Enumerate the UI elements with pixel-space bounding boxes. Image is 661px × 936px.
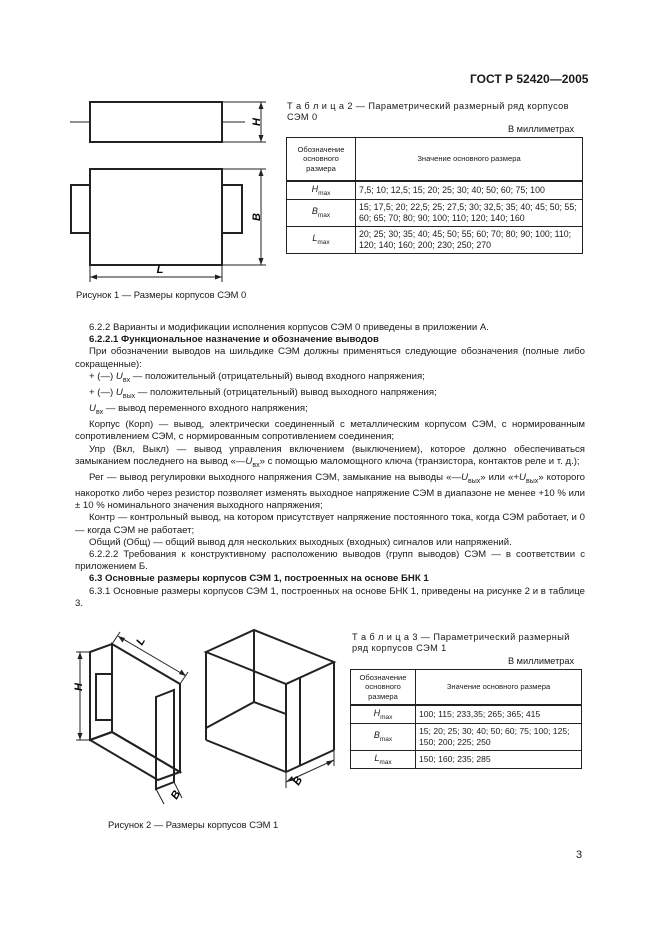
table-2 — [286, 137, 583, 254]
symbol: U — [245, 455, 253, 467]
symbol-subscript: max — [318, 189, 331, 197]
symbol-subscript: вх — [252, 461, 260, 469]
paragraph — [75, 472, 585, 513]
symbol-subscript: max — [379, 736, 393, 744]
row-value: 15; 20; 25; 30; 40; 50; 60; 75; 100; 125; 150; 200; 225; 250 — [416, 723, 582, 750]
dim-label-L: L — [134, 635, 149, 648]
section-heading: 6.2.2.1 Функциональное назначение и обозначение выводов — [89, 334, 379, 346]
table-3-title-line-1: Т а б л и ц а 3 — Параметрический размерный — [352, 632, 570, 642]
row-value: 20; 25; 30; 35; 40; 45; 50; 55; 60; 70; 80; 90; 100; 110; 120; 140; 160; 200; 230; 250; 270 — [356, 226, 583, 253]
paragraph: 6.2.2 Варианты и модификации исполнения корпусов СЭМ 0 приведены в приложении А. — [89, 322, 489, 333]
table-row — [351, 723, 582, 750]
dim-label-H: H — [73, 683, 85, 691]
text-span: — положительный (отрицательный) вывод выходного напряжения; — [135, 386, 437, 398]
table-2-title: Т а б л и ц а 2 — Параметрический размерный ряд корпусов СЭМ 0 — [287, 101, 569, 122]
text-span: + (—) — [89, 370, 116, 382]
paragraph — [75, 403, 585, 419]
paragraph: 6.3.1 Основные размеры корпусов СЭМ 1, построенных на основе БНК 1, приведены на рисунке 2 и в таблице 3. — [75, 585, 585, 609]
table-3-title — [352, 632, 582, 654]
row-value: 150; 160; 235; 285 — [416, 750, 582, 768]
text-span: + (—) — [89, 386, 116, 398]
text-span: Рег — вывод регулировки выходного напряжения СЭМ, замыкание на выводы «— — [89, 471, 462, 483]
table-3-units: В миллиметрах — [508, 656, 575, 666]
table-2-units: В миллиметрах — [508, 124, 575, 134]
row-value: 100; 115; 233,35; 265; 365; 415 — [416, 705, 582, 723]
table-row — [287, 199, 583, 226]
symbol: B — [373, 730, 380, 741]
paragraph: Общий (Общ) — общий вывод для нескольких выходных (входных) сигналов или напряжений. — [89, 536, 512, 548]
symbol-subscript: max — [379, 758, 392, 766]
figure-1-caption: Рисунок 1 — Размеры корпусов СЭМ 0 — [76, 289, 247, 300]
symbol-subscript: вых — [122, 392, 136, 400]
text-span: — вывод переменного входного напряжения; — [103, 403, 308, 415]
table-row — [287, 181, 583, 199]
text-span: » или «+ — [480, 471, 520, 483]
symbol-subscript: max — [317, 212, 331, 220]
symbol: U — [519, 471, 526, 483]
table-row — [351, 705, 582, 723]
dim-label-B: B — [168, 788, 184, 802]
table-2-col2-header: Значение основного размера — [356, 138, 583, 182]
text-span: Упр (Вкл, Выкл) — вывод управления включением (выключением), которое должно обеспечиваться замыканием последнего на вывод «— — [75, 443, 585, 467]
text-span: — положительный (отрицательный) вывод входного напряжения; — [130, 370, 425, 382]
symbol-subscript: max — [317, 239, 330, 247]
symbol: B — [311, 206, 318, 217]
row-value: 7,5; 10; 12,5; 15; 20; 25; 30; 40; 50; 60; 75; 100 — [356, 181, 583, 199]
paragraph: Корпус (Корп) — вывод, электрически соединенный с металлическим корпусом СЭМ, с нормированным сопротивлением СЭМ, с нормированным сопротивлением соединения; — [75, 419, 585, 443]
symbol-subscript: вых — [525, 477, 539, 485]
dim-label-H: H — [251, 118, 263, 126]
page-number: 3 — [576, 849, 583, 861]
section-heading: 6.3 Основные размеры корпусов СЭМ 1, построенных на основе БНК 1 — [89, 573, 429, 585]
symbol-subscript: вх — [95, 408, 104, 416]
dim-label-B: B — [251, 213, 263, 221]
symbol: U — [89, 403, 96, 415]
paragraph: 6.2.2.2 Требования к конструктивному расположению выводов (групп выводов) СЭМ — в соответствии с приложением Б. — [75, 548, 585, 573]
paragraph: Контр — контрольный вывод, на котором присутствует напряжение постоянного тока, когда СЭМ работает, и 0 — когда СЭМ не работает; — [75, 512, 585, 536]
symbol: U — [461, 471, 468, 483]
table-3-col2-header: Значение основного размера — [416, 670, 582, 706]
paragraph — [75, 444, 585, 472]
document-header: ГОСТ Р 52420—2005 — [470, 72, 589, 86]
symbol-subscript: вх — [122, 376, 131, 384]
table-3-title-line-2: ряд корпусов СЭМ 1 — [352, 643, 447, 653]
table-row — [287, 226, 583, 253]
table-row — [351, 750, 582, 768]
symbol-subscript: вых — [468, 477, 481, 485]
text-span: » с помощью маломощного ключа (транзистора, контактов реле и т. д.); — [259, 455, 580, 467]
paragraph — [75, 371, 585, 387]
table-3 — [350, 669, 582, 769]
figure-1-drawing — [60, 92, 280, 287]
table-2-col1-header: Обозначение основного размера — [287, 138, 356, 182]
symbol: H — [311, 184, 319, 194]
symbol-subscript: max — [380, 713, 393, 721]
figure-2-caption: Рисунок 2 — Размеры корпусов СЭМ 1 — [108, 819, 279, 830]
symbol: L — [374, 752, 380, 763]
body-text — [75, 322, 585, 610]
paragraph — [75, 387, 585, 403]
table-3-col1-header: Обозначение основного размера — [351, 670, 416, 706]
symbol: U — [115, 370, 123, 382]
symbol: H — [373, 708, 381, 718]
text-span: » которого накоротко либо через резистор позволяет изменять выходное напряжение СЭМ в диапазоне не менее +10 % или ± 10 % номинального значения выходного напряжения; — [75, 471, 585, 512]
figure-2-drawing — [70, 622, 340, 812]
symbol: L — [312, 233, 318, 244]
symbol: U — [115, 386, 123, 398]
dim-label-B2: B — [290, 774, 306, 788]
dim-label-L: L — [156, 264, 164, 276]
paragraph: При обозначении выводов на шильдике СЭМ должны применяться следующие обозначения (полные либо сокращенные): — [75, 346, 585, 370]
row-value: 15; 17,5; 20; 22,5; 25; 27,5; 30; 32,5; 35; 40; 45; 50; 55; 60; 65; 70; 80; 90; 100; 110; 120; 140; 160 — [356, 199, 583, 226]
